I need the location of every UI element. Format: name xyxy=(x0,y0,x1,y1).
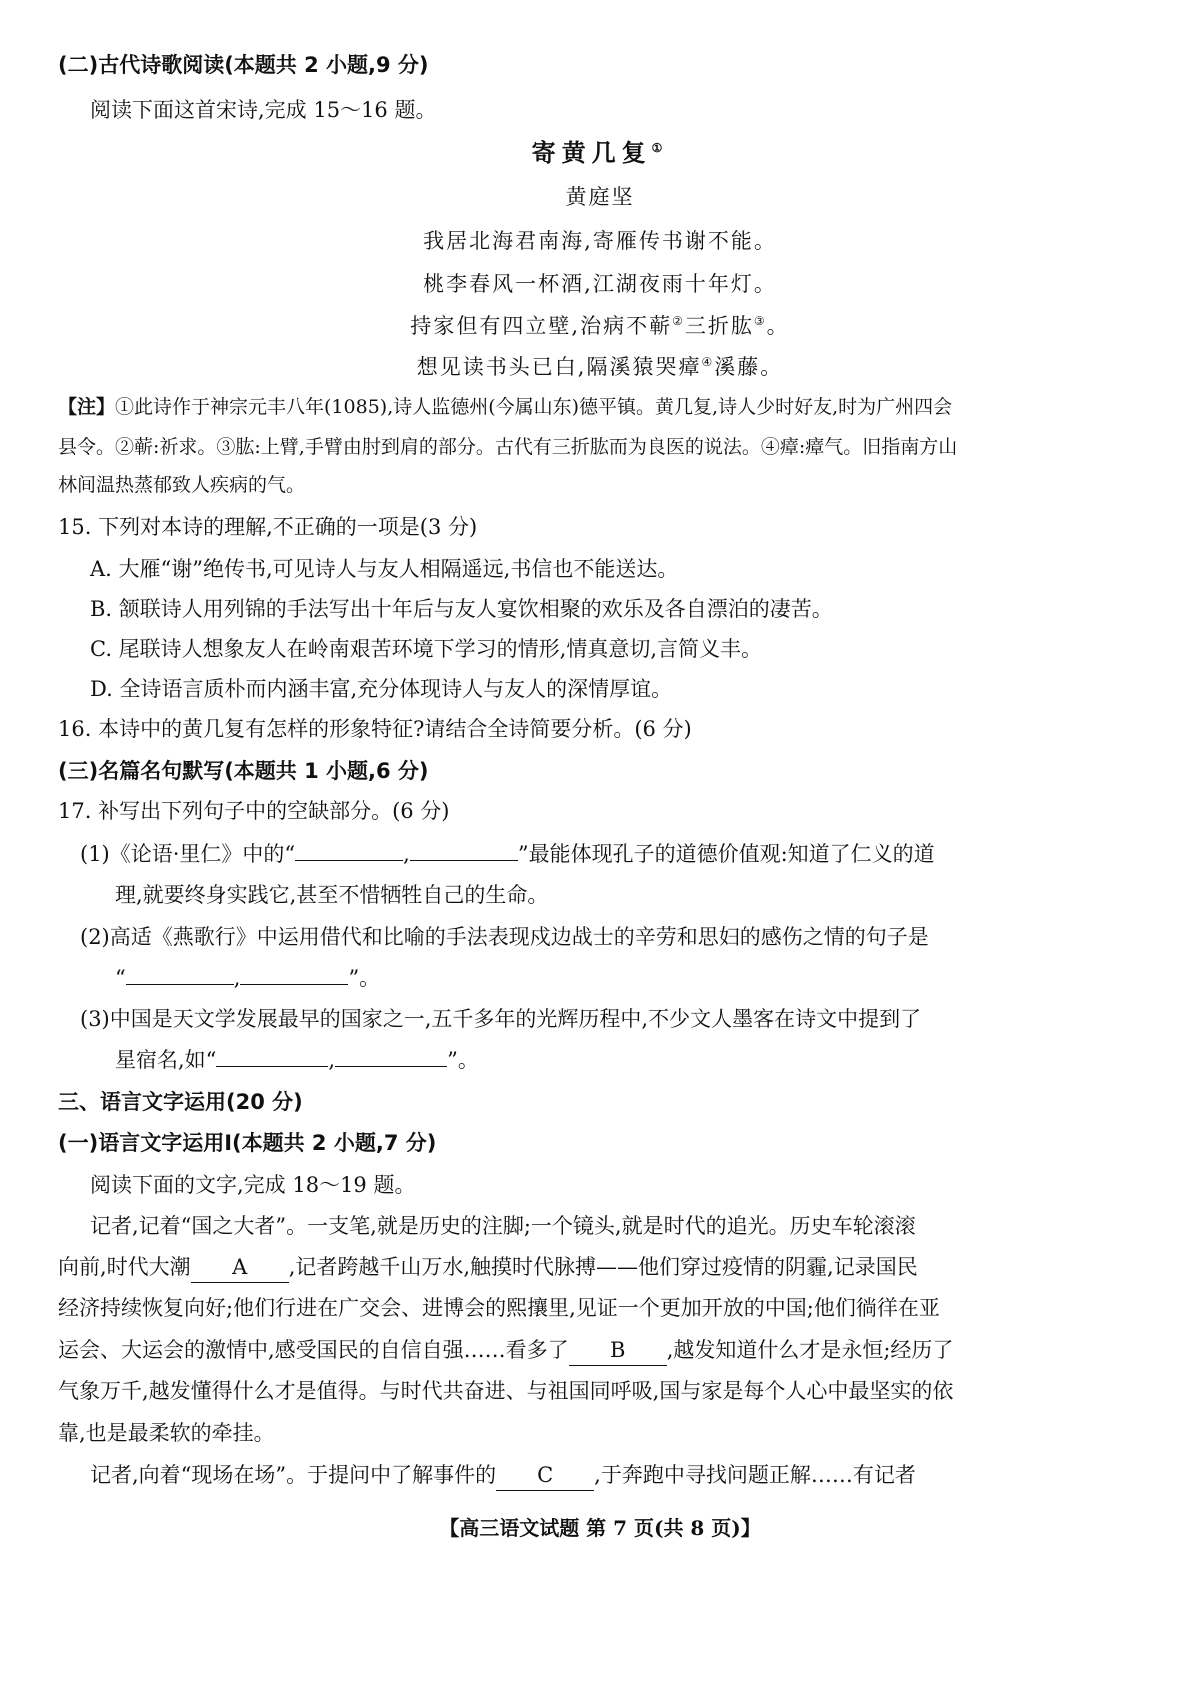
question-text: , xyxy=(328,1048,336,1072)
poem-line-3 xyxy=(0,311,1200,341)
question-text: (1)《论语·里仁》中的“ xyxy=(80,842,296,866)
passage-blank-a[interactable]: A xyxy=(191,1252,289,1283)
section-heading-poetry: (二)古代诗歌阅读(本题共 2 小题,9 分) xyxy=(58,53,429,77)
question-17-part-2-blanks xyxy=(115,963,380,993)
language-instruction: 阅读下面的文字,完成 18～19 题。 xyxy=(90,1173,416,1197)
page-footer: 【高三语文试题 第 7 页(共 8 页)】 xyxy=(439,1516,761,1540)
passage-line-7 xyxy=(90,1460,916,1491)
passage-text: 运会、大运会的激情中,感受国民的自信自强……看多了 xyxy=(58,1338,569,1362)
poem-note-line-1 xyxy=(58,392,952,422)
poem-line-4 xyxy=(0,352,1200,382)
poem-line-3-part: 持家但有四立壁,治病不蕲 xyxy=(410,314,673,338)
note-tag: 【注】 xyxy=(58,396,116,418)
answer-blank[interactable] xyxy=(410,860,518,861)
answer-blank[interactable] xyxy=(126,984,234,985)
footnote-marker: ② xyxy=(672,314,685,328)
poem-line-4-part: 溪藤。 xyxy=(714,355,784,379)
question-text: , xyxy=(403,842,410,866)
poem-line-1: 我居北海君南海,寄雁传书谢不能。 xyxy=(423,229,777,253)
poem-title xyxy=(0,138,1200,168)
poem-title-text: 寄黄几复 xyxy=(531,138,652,167)
poem-note-line-3: 林间温热蒸郁致人疾病的气。 xyxy=(58,474,306,496)
question-15-option-b: B. 颔联诗人用列锦的手法写出十年后与友人宴饮相聚的欢乐及各自漂泊的凄苦。 xyxy=(90,597,833,621)
poem-line-2: 桃李春风一杯酒,江湖夜雨十年灯。 xyxy=(423,272,777,296)
passage-text: ,越发知道什么才是永恒;经历了 xyxy=(666,1338,954,1362)
passage-text: 向前,时代大潮 xyxy=(58,1255,191,1279)
passage-blank-b[interactable]: B xyxy=(569,1335,667,1366)
answer-blank[interactable] xyxy=(216,1066,328,1067)
passage-line-1: 记者,记着“国之大者”。一支笔,就是历史的注脚;一个镜头,就是时代的追光。历史车轮滚滚 xyxy=(90,1214,916,1238)
question-15-stem: 15. 下列对本诗的理解,不正确的一项是(3 分) xyxy=(58,515,478,539)
question-17-part-2: (2)高适《燕歌行》中运用借代和比喻的手法表现戍边战士的辛劳和思妇的感伤之情的句子是 xyxy=(80,925,929,949)
poetry-instruction: 阅读下面这首宋诗,完成 15～16 题。 xyxy=(90,98,437,122)
question-text: 星宿名,如“ xyxy=(115,1048,217,1072)
footnote-marker: ③ xyxy=(753,314,767,328)
question-17-stem: 17. 补写出下列句子中的空缺部分。(6 分) xyxy=(58,799,450,823)
poem-note-line-2: 县令。②蕲:祈求。③肱:上臂,手臂由肘到肩的部分。古代有三折肱而为良医的说法。④瘴:瘴气。旧指南方山 xyxy=(58,436,958,458)
question-16: 16. 本诗中的黄几复有怎样的形象特征?请结合全诗简要分析。(6 分) xyxy=(58,717,692,741)
passage-text: ,记者跨越千山万水,触摸时代脉搏——他们穿过疫情的阴霾,记录国民 xyxy=(288,1255,918,1279)
question-17-part-1-cont: 理,就要终身实践它,甚至不惜牺牲自己的生命。 xyxy=(115,883,549,907)
answer-blank[interactable] xyxy=(295,860,403,861)
question-text: ”。 xyxy=(447,1048,479,1072)
footnote-marker: ④ xyxy=(701,355,715,369)
question-text: “ xyxy=(115,966,126,990)
passage-line-5: 气象万千,越发懂得什么才是值得。与时代共奋进、与祖国同呼吸,国与家是每个人心中最坚实的依 xyxy=(58,1379,954,1403)
section-heading-language-1: (一)语言文字运用Ⅰ(本题共 2 小题,7 分) xyxy=(58,1131,437,1155)
question-15-option-d: D. 全诗语言质朴而内涵丰富,充分体现诗人与友人的深情厚谊。 xyxy=(90,677,673,701)
section-heading-dictation: (三)名篇名句默写(本题共 1 小题,6 分) xyxy=(58,759,429,783)
passage-line-3: 经济持续恢复向好;他们行进在广交会、进博会的熙攘里,见证一个更加开放的中国;他们徜徉在亚 xyxy=(58,1296,940,1320)
passage-line-2 xyxy=(58,1252,918,1283)
question-text: , xyxy=(233,966,241,990)
passage-text: 记者,向着“现场在场”。于提问中了解事件的 xyxy=(90,1463,497,1487)
poem-line-3-part: 。 xyxy=(766,314,790,338)
question-17-part-1 xyxy=(80,839,935,869)
passage-text: ,于奔跑中寻找问题正解……有记者 xyxy=(594,1463,916,1487)
passage-line-6: 靠,也是最柔软的牵挂。 xyxy=(58,1421,275,1445)
question-17-part-3-blanks xyxy=(115,1045,479,1075)
question-text: ”最能体现孔子的道德价值观:知道了仁义的道 xyxy=(517,842,935,866)
question-15-option-c: C. 尾联诗人想象友人在岭南艰苦环境下学习的情形,情真意切,言简义丰。 xyxy=(90,637,763,661)
poem-author: 黄庭坚 xyxy=(565,185,635,209)
passage-blank-c[interactable]: C xyxy=(496,1460,594,1491)
question-15-option-a: A. 大雁“谢”绝传书,可见诗人与友人相隔遥远,书信也不能送达。 xyxy=(90,557,679,581)
answer-blank[interactable] xyxy=(335,1066,447,1067)
passage-line-4 xyxy=(58,1335,953,1366)
footnote-marker: ① xyxy=(651,141,669,155)
question-17-part-3: (3)中国是天文学发展最早的国家之一,五千多年的光辉历程中,不少文人墨客在诗文中提到了 xyxy=(80,1007,922,1031)
poem-line-3-part: 三折肱 xyxy=(684,314,754,338)
note-text: ①此诗作于神宗元丰八年(1085),诗人监德州(今属山东)德平镇。黄几复,诗人少时好友,时为广州四会 xyxy=(115,396,953,418)
poem-line-4-part: 想见读书头已白,隔溪猿哭瘴 xyxy=(416,355,702,379)
section-heading-language: 三、语言文字运用(20 分) xyxy=(58,1090,303,1114)
question-text: ”。 xyxy=(348,966,381,990)
answer-blank[interactable] xyxy=(240,984,348,985)
